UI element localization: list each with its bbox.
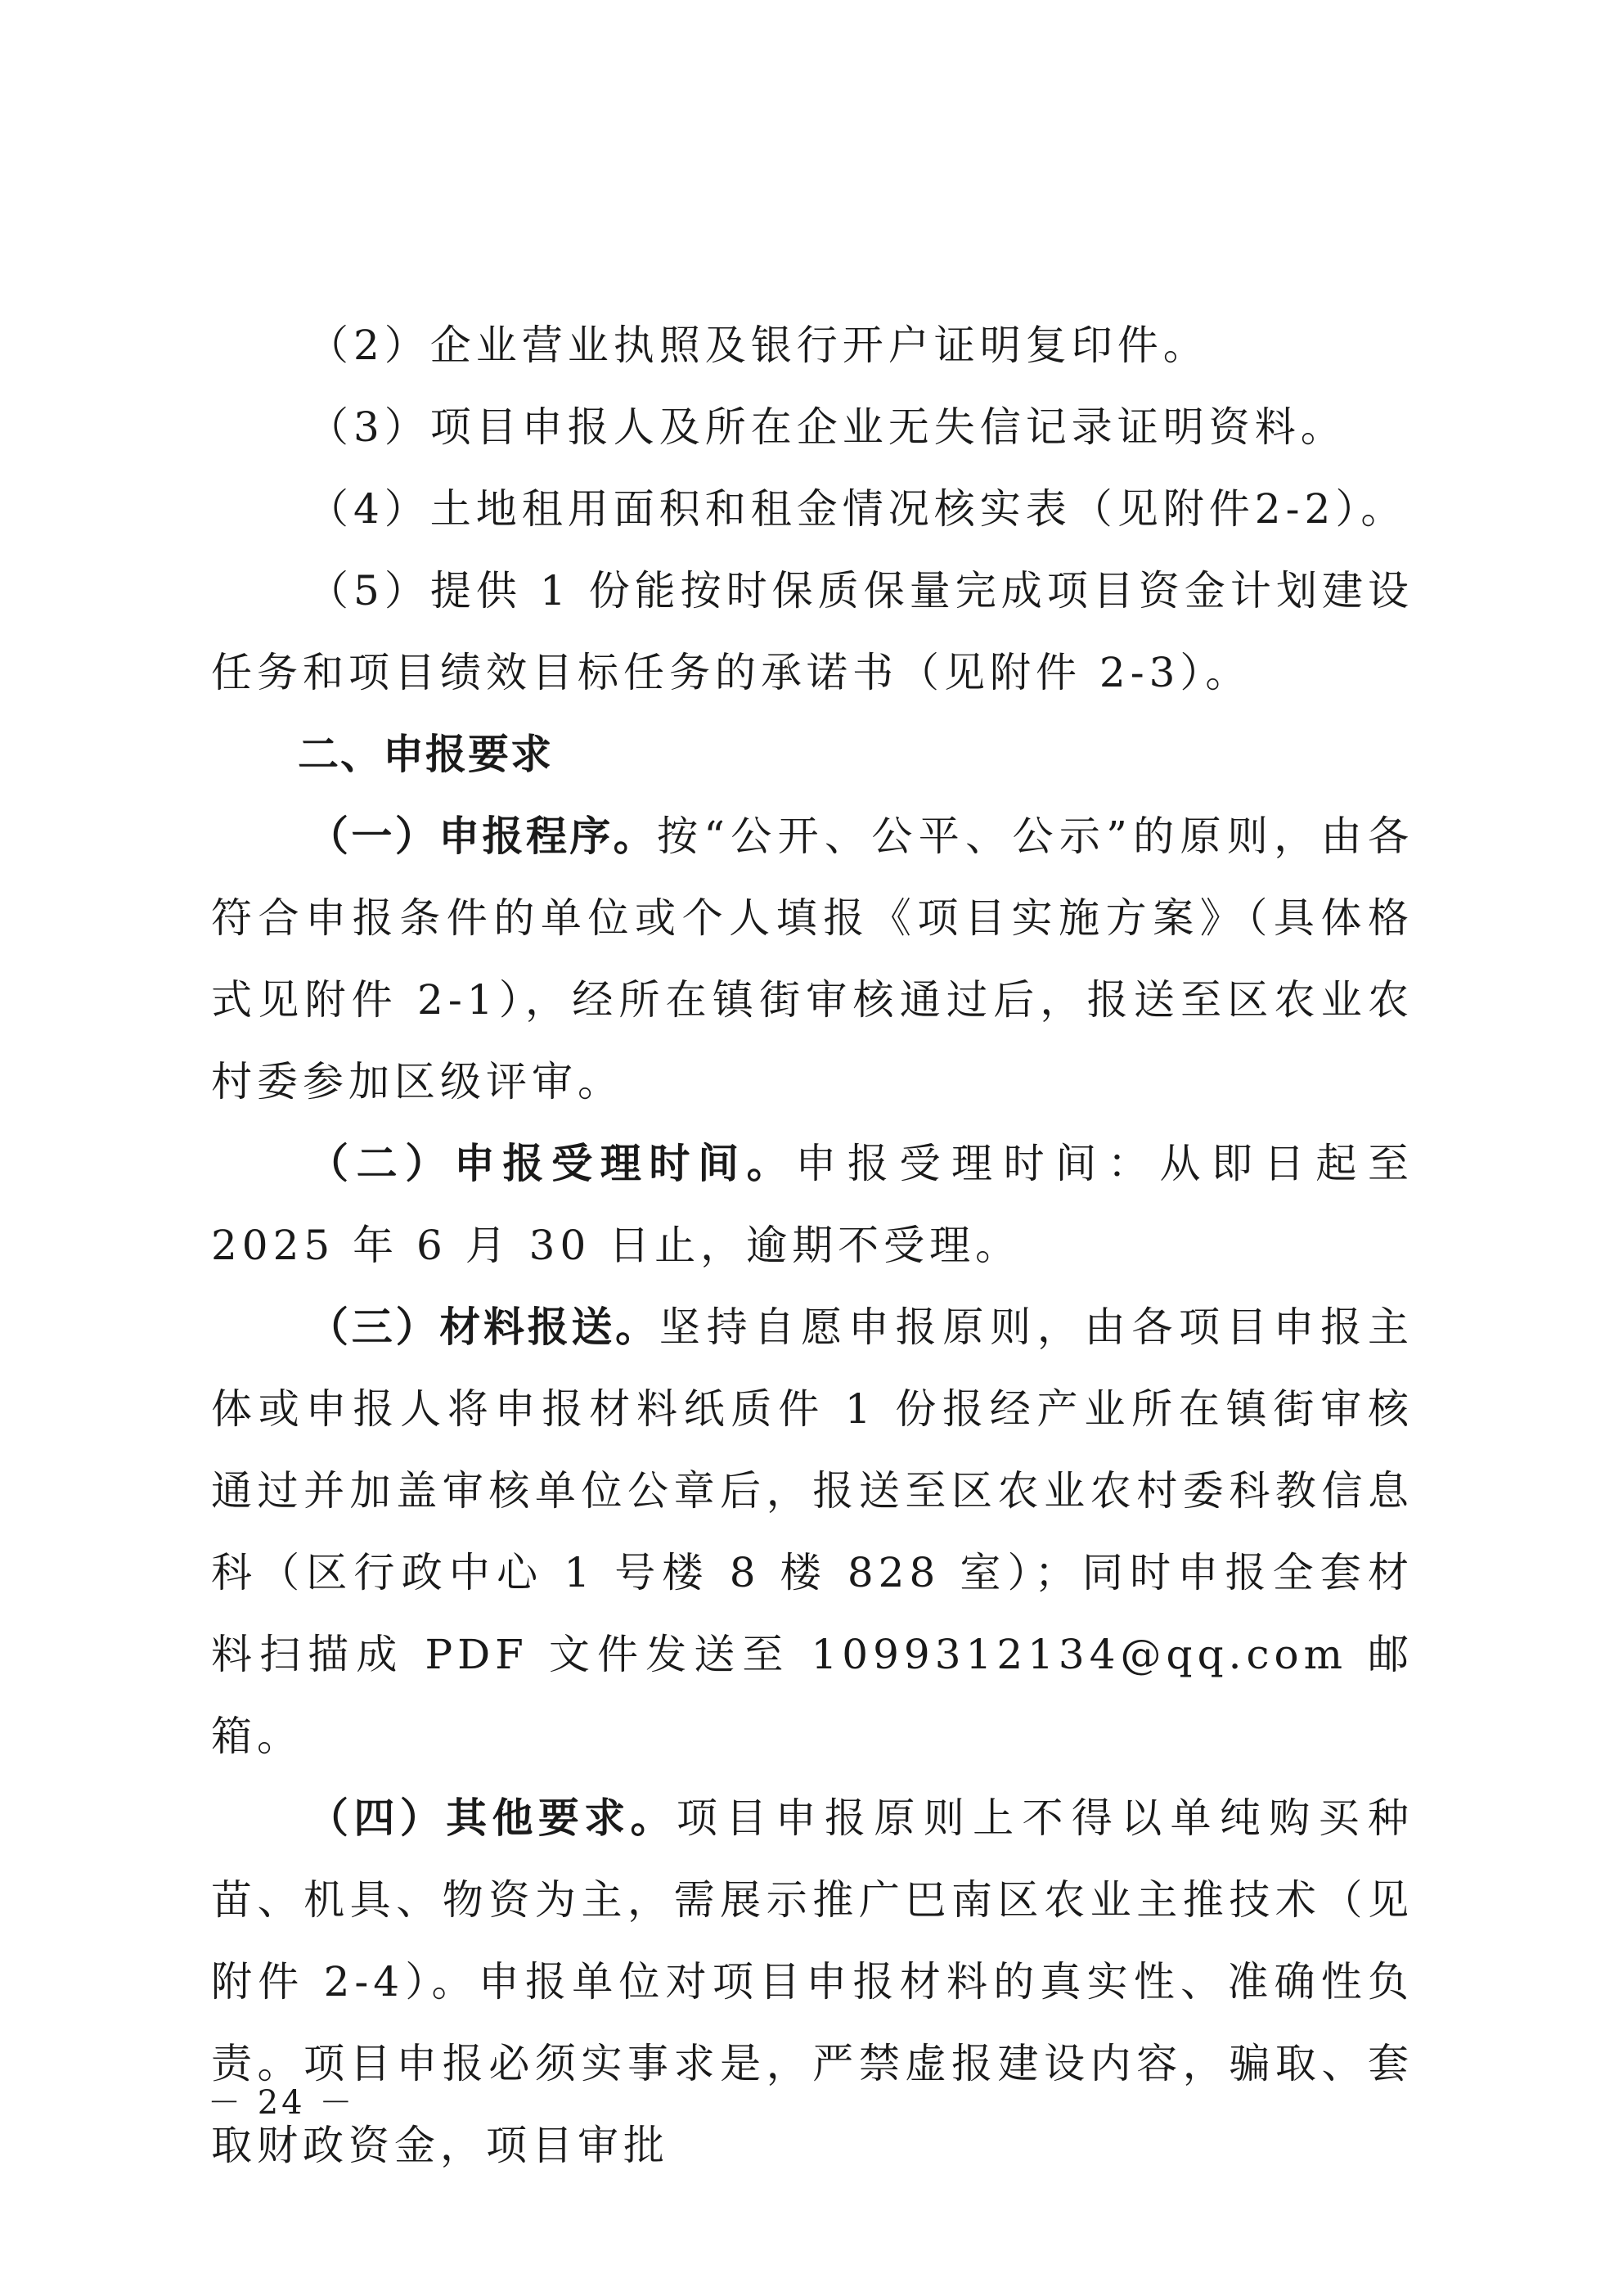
list-item-business-license: （2）企业营业执照及银行开户证明复印件。 — [308, 322, 1209, 369]
list-item-commitment-letter: （5）提供 1 份能按时保质保量完成项目资金计划建设任务和项目绩效目标任务的承诺书（见附件 2-3）。 — [211, 567, 1414, 696]
requirement-lead: （四）其他要求。 — [308, 1794, 677, 1842]
document-body — [211, 304, 1414, 2186]
list-item-credit-record: （3）项目申报人及所在企业无失信记录证明资料。 — [308, 403, 1347, 451]
requirement-text: 项目申报原则上不得以单纯购买种苗、机具、物资为主，需展示推广巴南区农业主推技术（见附件 2-4）。申报单位对项目申报材料的真实性、准确性负责。项目申报必须实事求是，严禁虚报建设内容，骗取、套取财政资金，项目审批 — [211, 1794, 1414, 2169]
requirement-procedure — [211, 795, 1414, 1123]
list-item-land-lease-table: （4）土地租用面积和租金情况核实表（见附件2-2）。 — [308, 485, 1407, 533]
requirement-lead: （三）材料报送。 — [308, 1303, 659, 1351]
requirement-submission — [211, 1286, 1414, 1777]
requirement-text: 申报受理时间：从即日起至 2025 年 6 月 30 日止，逾期不受理。 — [211, 1140, 1414, 1269]
requirement-other — [211, 1777, 1414, 2186]
requirement-text: 按“公开、公平、公示”的原则，由各符合申报条件的单位或个人填报《项目实施方案》（具体格式见附件 2-1），经所在镇街审核通过后，报送至区农业农村委参加区级评审。 — [211, 813, 1414, 1105]
requirement-lead: （一）申报程序。 — [308, 813, 657, 860]
requirement-lead: （二）申报受理时间。 — [308, 1140, 796, 1187]
page-number: － 24 － — [208, 2084, 356, 2122]
section-heading: 二、申报要求 — [298, 731, 553, 778]
requirement-text: 坚持自愿申报原则，由各项目申报主体或申报人将申报材料纸质件 1 份报经产业所在镇街审核通过并加盖审核单位公章后，报送至区农业农村委科教信息科（区行政中心 1 号楼 8 楼 828 室）；同时申报全套材料扫描成 PDF 文件发送至 1099312134@qq.com 邮箱。 — [211, 1303, 1414, 1760]
requirement-deadline — [211, 1123, 1414, 1286]
